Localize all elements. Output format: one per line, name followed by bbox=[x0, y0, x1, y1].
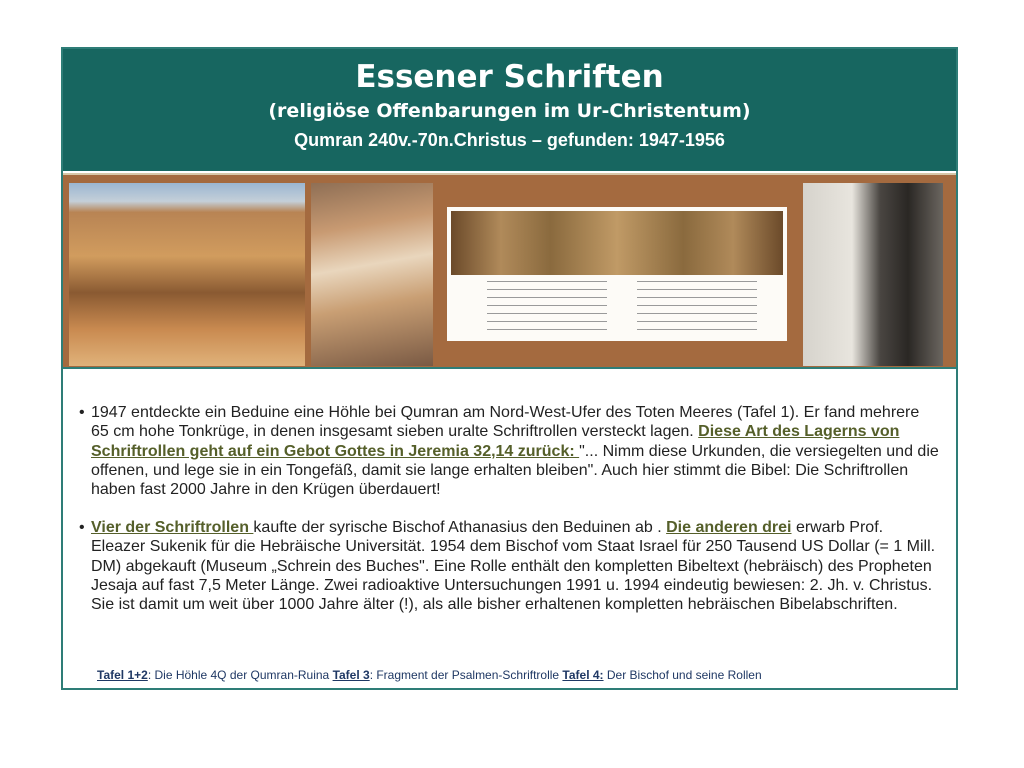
text-segment: "... Nimm diese Urkunden, die versiegelten und die offenen, und lege sie in ein Tongefäß, damit sie lange erhalten bleiben". Auch hier stimmt die Bibel: Die Schriftrollen haben fast 2000 Jahre in den Krügen überdauert! bbox=[91, 442, 939, 499]
text-segment: 1947 entdeckte ein Beduine eine Höhle bei Qumran am Nord-West-Ufer des Toten Meeres (Tafel 1). Er fand mehrere 65 cm hohe Tonkrüge, in denen insgesamt sieben uralte Schriftrollen versteckt lagen. bbox=[91, 404, 920, 441]
scroll-fragment bbox=[451, 211, 783, 275]
paragraph-scrolls bbox=[79, 518, 941, 614]
psalm-scroll-image bbox=[447, 207, 787, 341]
bishop-photo bbox=[803, 183, 943, 366]
transcription-column-2 bbox=[637, 281, 757, 337]
bullet: • bbox=[79, 404, 85, 421]
page-subtitle-dates: Qumran 240v.-70n.Christus – gefunden: 1947-1956 bbox=[294, 130, 725, 150]
jeremia-link[interactable]: Diese Art des Lagerns von Schriftrollen geht auf ein Gebot Gottes in Jeremia 32,14 zurück: bbox=[91, 423, 900, 460]
caption-text: : Fragment der Psalmen-Schriftrolle bbox=[369, 668, 563, 682]
text-segment: kaufte der syrische Bischof Athanasius den Beduinen ab . bbox=[253, 519, 667, 536]
qumran-cave-image-1 bbox=[69, 183, 305, 366]
caption-text: : Die Höhle 4Q der Qumran-Ruina bbox=[147, 668, 333, 682]
qumran-cave-image-2 bbox=[311, 183, 433, 366]
transcription-column-1 bbox=[487, 281, 607, 337]
image-caption bbox=[97, 668, 762, 682]
paragraph-discovery bbox=[79, 403, 941, 499]
caption-link-tafel-4[interactable]: Tafel 4: bbox=[562, 668, 604, 682]
content-area bbox=[63, 371, 956, 688]
page-subtitle: (religiöse Offenbarungen im Ur-Christentum) bbox=[268, 100, 751, 122]
text-segment: erwarb Prof. Eleazer Sukenik für die Hebräische Universität. 1954 dem Bischof vom Staat Israel für 250 Tausend US Dollar (= 1 Mill. DM) abgekauft (Museum „Schrein des Buches". Eine Rolle enthält den kompletten Bibeltext (hebräisch) des Propheten Jesaja auf fast 7,5 Meter Länge. Zwei radioaktive Untersuchungen 1991 u. 1994 eindeutig bewiesen: 2. Jh. v. Christus. Sie ist damit um weit über 1000 Jahre älter (!), als alle bisher erhaltenen kompletten hebräischen Bibelabschriften. bbox=[91, 519, 936, 614]
slide bbox=[61, 47, 958, 690]
caption-link-tafel-1-2[interactable]: Tafel 1+2 bbox=[97, 668, 148, 682]
four-scrolls-link[interactable]: Vier der Schriftrollen bbox=[91, 519, 254, 536]
caption-link-tafel-3[interactable]: Tafel 3 bbox=[332, 668, 370, 682]
image-strip bbox=[63, 173, 956, 369]
bullet: • bbox=[79, 519, 85, 536]
other-three-link[interactable]: Die anderen drei bbox=[666, 519, 792, 536]
header-banner bbox=[63, 49, 956, 174]
page-title: Essener Schriften bbox=[355, 59, 664, 95]
caption-text: Der Bischof und seine Rollen bbox=[603, 668, 762, 682]
